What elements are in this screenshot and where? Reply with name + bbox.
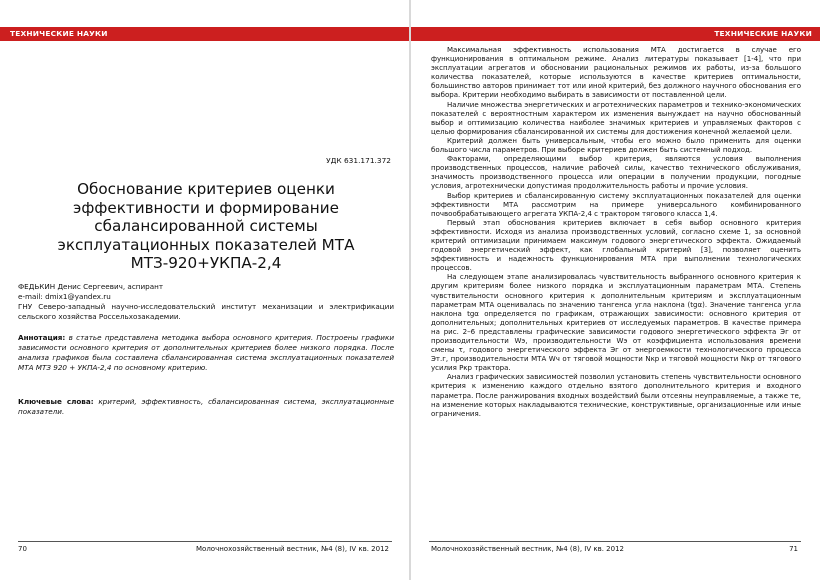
author-name: ФЕДЬКИН Денис Сергеевич, аспирант — [18, 282, 164, 291]
left-page — [0, 0, 409, 580]
journal-title: Молочнохозяйственный вестник, №4 (8), IV кв. 2012 — [196, 545, 389, 553]
abstract-text: в статье представлена методика выбора основного критерия. Построены графики зависимости основного критерия от дополнительных критериев более низкого порядка. После анализа графиков была составлена сбалансированная система эксплуатационных показателей МТА МТЗ 920 + УКПА-2,4 по основному критерию. — [18, 333, 394, 372]
body-paragraph: Наличие множества энергетических и агротехнических параметров и технико-экономических показателей с вероятностным характером их изменения вынуждает на научно обоснованный выбор и оптимизацию количества наиболее значимых критериев и управляемых факторов с целью формирования сбалансированной их системы для достижения конечной желаемой цели. — [431, 99, 801, 136]
article-title: Обоснование критериев оценки эффективности и формирование сбалансированной системы эксплуатационных показателей МТА МТЗ-920+УКПА-2,4 — [57, 180, 355, 272]
author-affiliation: ГНУ Северо-западный научно-исследовательский институт механизации и электрификации сельского хозяйства Россельхозакадемии. — [18, 302, 394, 321]
footer-divider — [18, 541, 392, 542]
author-block — [18, 282, 394, 322]
body-paragraph: Максимальная эффективность использования МТА достигается в случае его функционирования в оптимальном режиме. Анализ литературы показывает [1-4], что при эксплуатации агрегатов и обосновании рациональных режимов их работы, из-за большого количества показателей, которые используются в качестве критериев оптимальности, большинство авторов принимает тот или иной критерий, без должного научного обоснования его выбора. Критерии необходимо выбирать в зависимости от поставленной цели. — [431, 45, 801, 100]
abstract — [18, 333, 394, 373]
author-email: e-mail: dmix1@yandex.ru — [18, 292, 111, 301]
keywords-text: критерий, эффективность, сбалансированная система, эксплуатационные показатели. — [18, 397, 394, 416]
section-header — [0, 27, 409, 41]
footer-divider — [429, 541, 801, 542]
body-paragraph: Первый этап обоснования критериев включает в себя выбор основного критерия эффективности. Исходя из анализа производственных условий, согласно схеме 1, за основной критерий оптимизации принимаем максимум годового энергетического эффекта. Ожидаемый годовой энергетический эффект, как глобальный критерий [3], позволяет оценить эффективность и надежность функционирования МТА при выполнении технологических процессов. — [431, 217, 801, 273]
section-header — [411, 27, 820, 41]
udk-code: УДК 631.171.372 — [326, 156, 391, 165]
page-number: 70 — [18, 545, 27, 553]
body-paragraph: Факторами, определяющими выбор критерия, являются условия выполнения производственных процессов, наличие рабочей силы, качество технического обслуживания, значимость производственного процесса или операции в получении продукции, погодные условия, агротехнически допустимая продолжительность работы и прочие условия. — [431, 154, 801, 191]
section-title: ТЕХНИЧЕСКИЕ НАУКИ — [10, 29, 108, 38]
journal-title: Молочнохозяйственный вестник, №4 (8), IV кв. 2012 — [431, 545, 624, 553]
body-paragraph: Анализ графических зависимостей позволил установить степень чувствительности основного критерия к изменению каждого отдельно взятого дополнительного критерия и входного параметра. После ранжирования входных воздействий были отсеяны неуправляемые, а также те, на изменение которых накладываются технические, конструктивные, организационные или иные ограничения. — [431, 372, 802, 418]
page-number: 71 — [789, 545, 798, 553]
keywords — [18, 397, 394, 417]
body-paragraph: На следующем этапе анализировалась чувствительность выбранного основного критерия к другим критериям более низкого порядка и эксплуатационным параметрам МТА. Степень чувствительности основного критерия к дополнительным критериям и эксплуатационным параметрам МТА оценивалась по значению тангенса угла наклона (tgα). Значение тангенса угла наклона tgα определяется по графикам, отражающих зависимости: основного критерия от дополнительных; дополнительных критериев от исследуемых параметров. В качестве примера на рис. 2–6 представлены графические зависимости годового энергетического эффекта Эг от производительности Wэ, производительности Wэ от коэффициента использования времени смены τ, годового энергетического эффекта Эг от энергоемкости технологического процесса Эт.г, производительности МТА Wч от тяговой мощности Nкр и тяговой мощности Nкр от тягового усилия Ркр трактора. — [431, 272, 801, 373]
section-title: ТЕХНИЧЕСКИЕ НАУКИ — [714, 29, 812, 38]
body-paragraph: Критерий должен быть универсальным, чтобы его можно было применить для оценки большого числа параметров. При выборе критериев должен быть системный подход. — [431, 135, 801, 155]
right-page — [411, 0, 820, 580]
body-paragraph: Выбор критериев и сбалансированную систему эксплуатационных показателей для оценки эффективности МТА рассмотрим на примере универсального комбинированного почвообрабатывающего агрегата УКПА-2,4 с трактором тягового класса 1,4. — [431, 190, 801, 218]
article-body — [431, 45, 801, 418]
keywords-label: Ключевые слова: — [18, 397, 94, 406]
abstract-label: Аннотация: — [18, 333, 66, 342]
